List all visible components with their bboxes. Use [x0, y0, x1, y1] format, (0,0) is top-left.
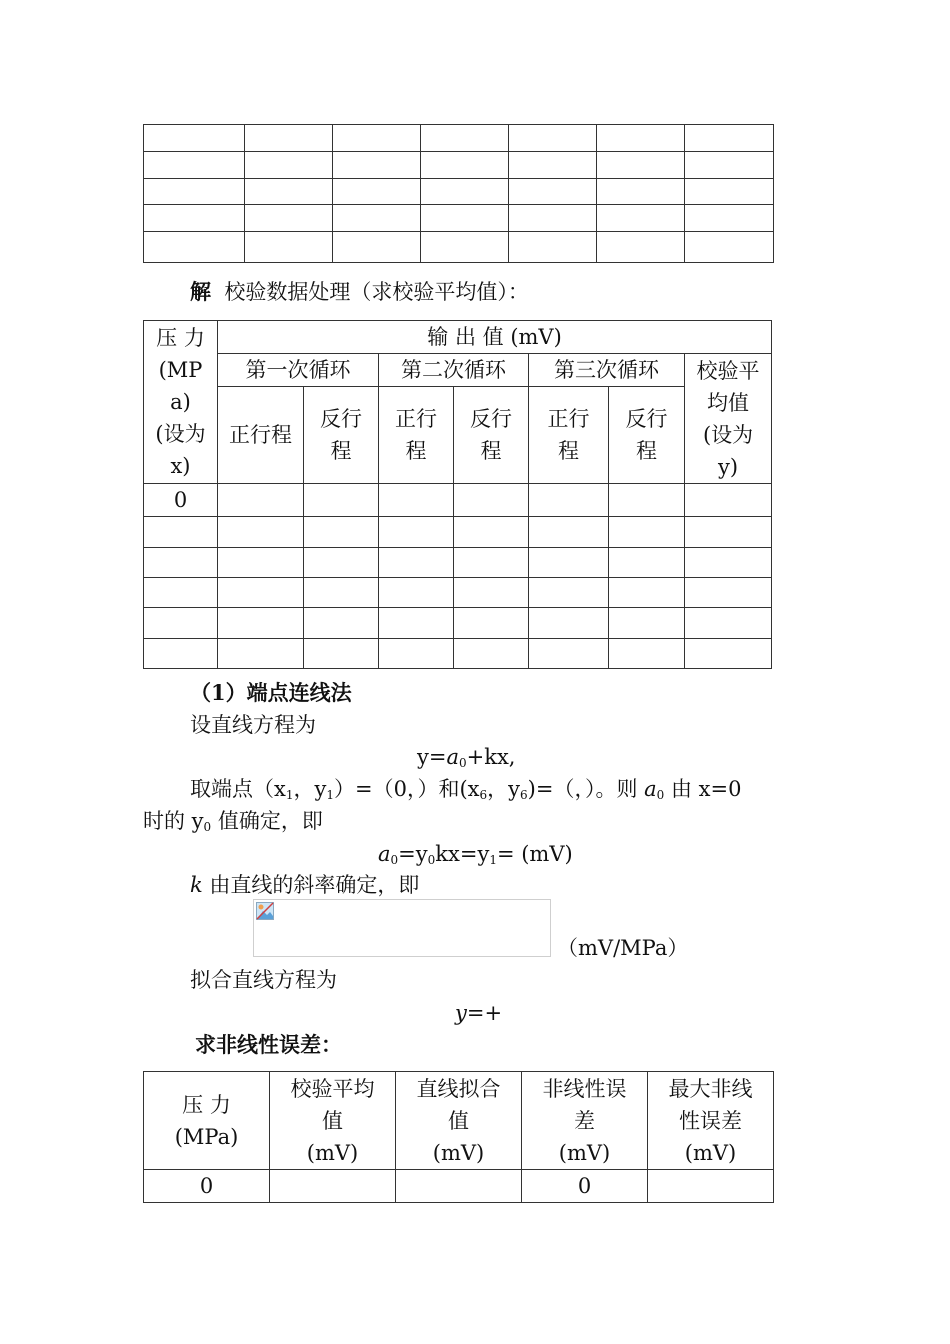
- fit-equation: y=+: [455, 1001, 503, 1025]
- table-row: [144, 578, 772, 608]
- line-equation: $y=a_0+kx$,: [417, 745, 516, 770]
- cycle-1-header: 第一次循环: [218, 354, 379, 387]
- forward-stroke-header: 正行程: [218, 387, 304, 484]
- calibration-table: [143, 320, 772, 669]
- average-cell: [270, 1170, 396, 1203]
- solution-line: [190, 276, 529, 308]
- table-row: [144, 232, 774, 263]
- cycle-3-header: 第三次循环: [529, 354, 685, 387]
- table-row: [144, 1170, 774, 1203]
- cycle-2-header: 第二次循环: [379, 354, 529, 387]
- nonlinear-error-header: 非线性误 差 (mV): [522, 1072, 648, 1170]
- pressure-header: 压 力 (MPa): [144, 1072, 270, 1170]
- pressure-cell: 0: [144, 484, 218, 517]
- reverse-stroke-header: 反行 程: [454, 387, 529, 484]
- reverse-stroke-header: 反行 程: [609, 387, 685, 484]
- table-row: [144, 125, 774, 152]
- reverse-stroke-header: 反行 程: [304, 387, 379, 484]
- max-nonlinear-error-header: 最大非线 性误差 (mV): [648, 1072, 774, 1170]
- broken-image-icon: [256, 902, 274, 920]
- output-header: 输 出 值 (mV): [218, 321, 772, 354]
- nonlinear-error-cell: 0: [522, 1170, 648, 1203]
- forward-stroke-header: 正行 程: [379, 387, 454, 484]
- table-row: [144, 484, 772, 517]
- table-row: [144, 205, 774, 232]
- slope-unit: （mV/MPa）: [557, 936, 689, 960]
- solution-label: 解: [190, 279, 211, 304]
- table-row: [144, 517, 772, 548]
- max-nonlinear-error-cell: [648, 1170, 774, 1203]
- endpoint-text-continued: 时的 $y_0$ 值确定，即: [143, 809, 323, 834]
- slope-text: k 由直线的斜率确定，即: [190, 873, 420, 897]
- table-row: [144, 608, 772, 639]
- a0-equation: $a_0=y_0kx=y_1= (mV)$: [378, 842, 573, 867]
- section-title: （1）端点连线法: [190, 680, 352, 705]
- fit-equation-intro: 拟合直线方程为: [190, 968, 337, 992]
- average-header: 校验平均 值 (mV): [270, 1072, 396, 1170]
- pressure-header: 压 力 (MP a) (设为 x): [144, 321, 218, 484]
- table-row: [144, 639, 772, 669]
- forward-stroke-header: 正行 程: [529, 387, 609, 484]
- nonlinearity-table: [143, 1071, 774, 1203]
- table-row: [144, 179, 774, 205]
- blank-data-table: [143, 124, 774, 263]
- line-equation-intro: 设直线方程为: [190, 713, 316, 737]
- endpoint-text: 取端点（$x_1$，$y_1)=(0$，）和($x_6$，$y_6)=$（，）。则 $a_0$ 由 x=0: [190, 777, 742, 802]
- fit-value-header: 直线拟合 值 (mV): [396, 1072, 522, 1170]
- pressure-cell: 0: [144, 1170, 270, 1203]
- fit-value-cell: [396, 1170, 522, 1203]
- solution-text: 校验数据处理（求校验平均值）：: [224, 280, 529, 304]
- nonlinear-title: 求非线性误差：: [195, 1032, 342, 1057]
- table-row: [144, 548, 772, 578]
- formula-image-placeholder: [253, 899, 551, 957]
- table-row: [144, 152, 774, 179]
- average-header: 校验平 均值 (设为 y): [685, 354, 772, 484]
